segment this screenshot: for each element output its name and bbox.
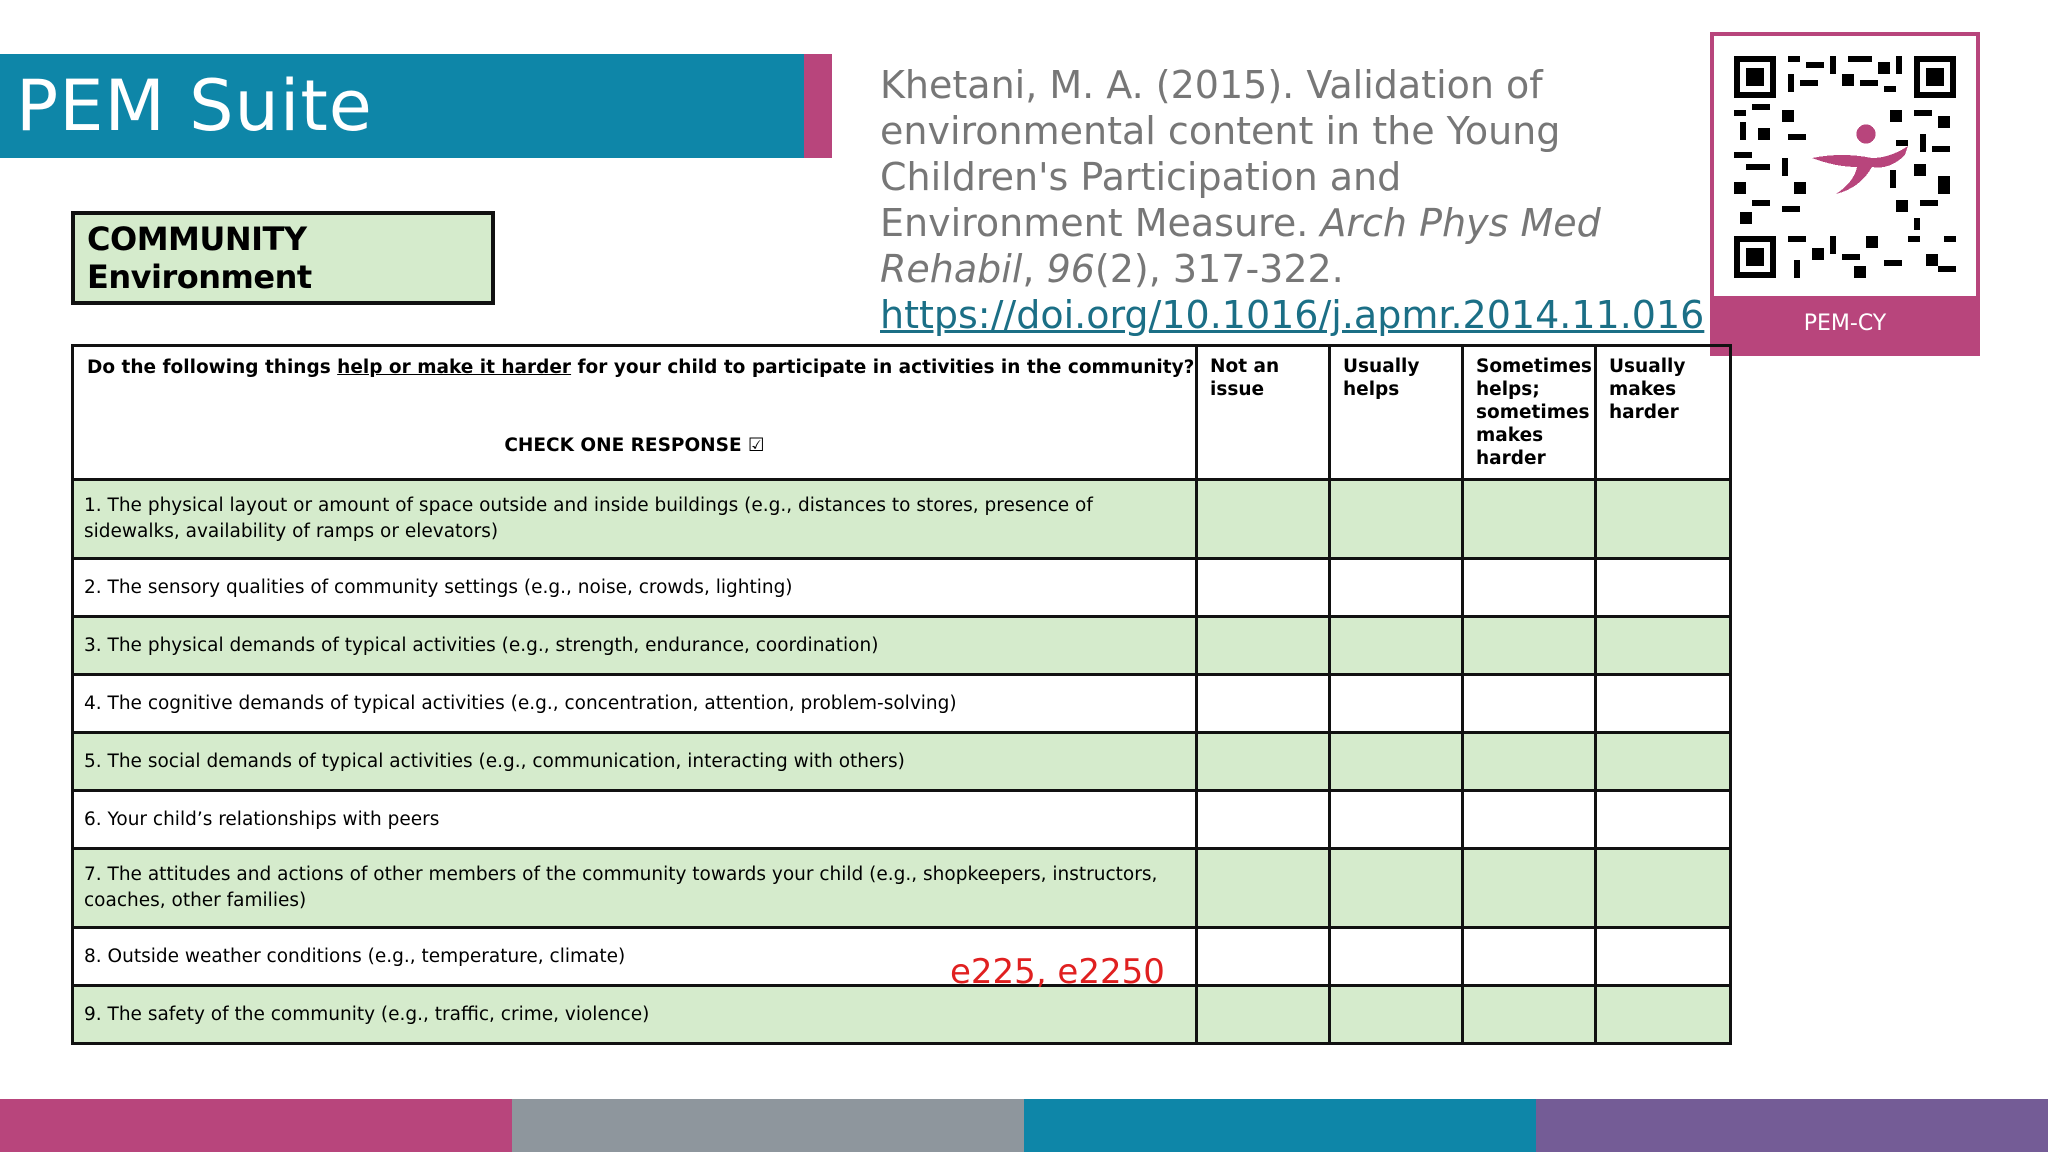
- section-label: [71, 211, 495, 305]
- response-cell[interactable]: [1463, 480, 1596, 559]
- response-cell[interactable]: [1197, 733, 1330, 791]
- response-cell[interactable]: [1596, 675, 1731, 733]
- response-cell[interactable]: [1596, 480, 1731, 559]
- footer-band-grey: [512, 1099, 1024, 1152]
- column-header: Not an issue: [1197, 346, 1330, 480]
- response-cell[interactable]: [1463, 733, 1596, 791]
- qr-code-icon: [1734, 56, 1956, 278]
- response-cell[interactable]: [1330, 849, 1463, 928]
- response-cell[interactable]: [1197, 986, 1330, 1044]
- item-text: 5. The social demands of typical activities (e.g., communication, interacting with others): [73, 733, 1197, 791]
- column-header: Usually helps: [1330, 346, 1463, 480]
- response-cell[interactable]: [1330, 559, 1463, 617]
- response-cell[interactable]: [1197, 849, 1330, 928]
- response-cell[interactable]: [1596, 986, 1731, 1044]
- table-row: [73, 480, 1731, 559]
- icf-code-annotation: e225, e2250: [950, 952, 1165, 992]
- response-cell[interactable]: [1197, 617, 1330, 675]
- response-cell[interactable]: [1463, 559, 1596, 617]
- question-emphasis: help or make it harder: [337, 357, 572, 378]
- table-row: [73, 733, 1731, 791]
- table-row: [73, 791, 1731, 849]
- response-cell[interactable]: [1596, 559, 1731, 617]
- table-row: [73, 849, 1731, 928]
- item-text: 7. The attitudes and actions of other members of the community towards your child (e.g., shopkeepers, instructors, coaches, other families): [73, 849, 1197, 928]
- response-cell[interactable]: [1330, 791, 1463, 849]
- environment-table: [71, 344, 1732, 1045]
- table-row: [73, 617, 1731, 675]
- item-text: 3. The physical demands of typical activities (e.g., strength, endurance, coordination): [73, 617, 1197, 675]
- qr-label: PEM-CY: [1714, 296, 1976, 352]
- response-cell[interactable]: [1197, 675, 1330, 733]
- response-cell[interactable]: [1596, 617, 1731, 675]
- question-post: for your child to participate in activities in the community?: [571, 357, 1195, 378]
- response-cell[interactable]: [1463, 849, 1596, 928]
- doi-link[interactable]: https://doi.org/10.1016/j.apmr.2014.11.016: [880, 293, 1705, 337]
- response-cell[interactable]: [1197, 559, 1330, 617]
- response-cell[interactable]: [1197, 791, 1330, 849]
- citation-volume: 96: [1046, 247, 1095, 291]
- section-label-text: COMMUNITY Environment: [87, 220, 312, 296]
- item-text: 2. The sensory qualities of community settings (e.g., noise, crowds, lighting): [73, 559, 1197, 617]
- response-cell[interactable]: [1330, 733, 1463, 791]
- table-header-row: [73, 346, 1731, 480]
- column-header: Usually makes harder: [1596, 346, 1731, 480]
- citation-issue-pages: (2), 317-322.: [1094, 247, 1344, 291]
- table-row: [73, 559, 1731, 617]
- qr-card: [1710, 32, 1980, 356]
- response-cell[interactable]: [1463, 791, 1596, 849]
- table-row: [73, 928, 1731, 986]
- column-header: Sometimes helps; sometimes makes harder: [1463, 346, 1596, 480]
- citation-text: Khetani, M. A. (2015). Validation of environmental content in the Young Children's Participation and Environment Measure.: [880, 63, 1561, 245]
- response-cell[interactable]: [1197, 480, 1330, 559]
- response-cell[interactable]: [1463, 675, 1596, 733]
- title-accent: [804, 54, 832, 158]
- citation-journal: Arch Phys Med Rehabil: [880, 201, 1601, 291]
- response-cell[interactable]: [1330, 986, 1463, 1044]
- check-instruction: CHECK ONE RESPONSE ☑: [504, 435, 765, 456]
- item-text: 9. The safety of the community (e.g., traffic, crime, violence): [73, 986, 1197, 1044]
- response-cell[interactable]: [1596, 849, 1731, 928]
- response-cell[interactable]: [1330, 675, 1463, 733]
- page-title: PEM Suite: [16, 65, 373, 147]
- footer-band-purple: [1536, 1099, 2048, 1152]
- question-text: [87, 357, 1194, 378]
- table-row: [73, 986, 1731, 1044]
- item-text: 1. The physical layout or amount of space outside and inside buildings (e.g., distances to stores, presence of sidewalks, availability of ramps or elevators): [73, 480, 1197, 559]
- response-cell[interactable]: [1330, 928, 1463, 986]
- response-cell[interactable]: [1197, 928, 1330, 986]
- table-row: [73, 675, 1731, 733]
- footer-band-magenta: [0, 1099, 512, 1152]
- response-cell[interactable]: [1330, 617, 1463, 675]
- response-cell[interactable]: [1463, 928, 1596, 986]
- question-header: [73, 346, 1197, 480]
- footer-band-teal: [1024, 1099, 1536, 1152]
- item-text: 6. Your child’s relationships with peers: [73, 791, 1197, 849]
- question-pre: Do the following things: [87, 357, 338, 378]
- response-cell[interactable]: [1463, 617, 1596, 675]
- response-cell[interactable]: [1596, 733, 1731, 791]
- item-text: 4. The cognitive demands of typical activities (e.g., concentration, attention, problem-solving): [73, 675, 1197, 733]
- response-cell[interactable]: [1596, 791, 1731, 849]
- item-text: 8. Outside weather conditions (e.g., temperature, climate): [73, 928, 1197, 986]
- response-cell[interactable]: [1596, 928, 1731, 986]
- citation: [880, 62, 1705, 338]
- response-cell[interactable]: [1330, 480, 1463, 559]
- response-cell[interactable]: [1463, 986, 1596, 1044]
- citation-separator: ,: [1022, 247, 1047, 291]
